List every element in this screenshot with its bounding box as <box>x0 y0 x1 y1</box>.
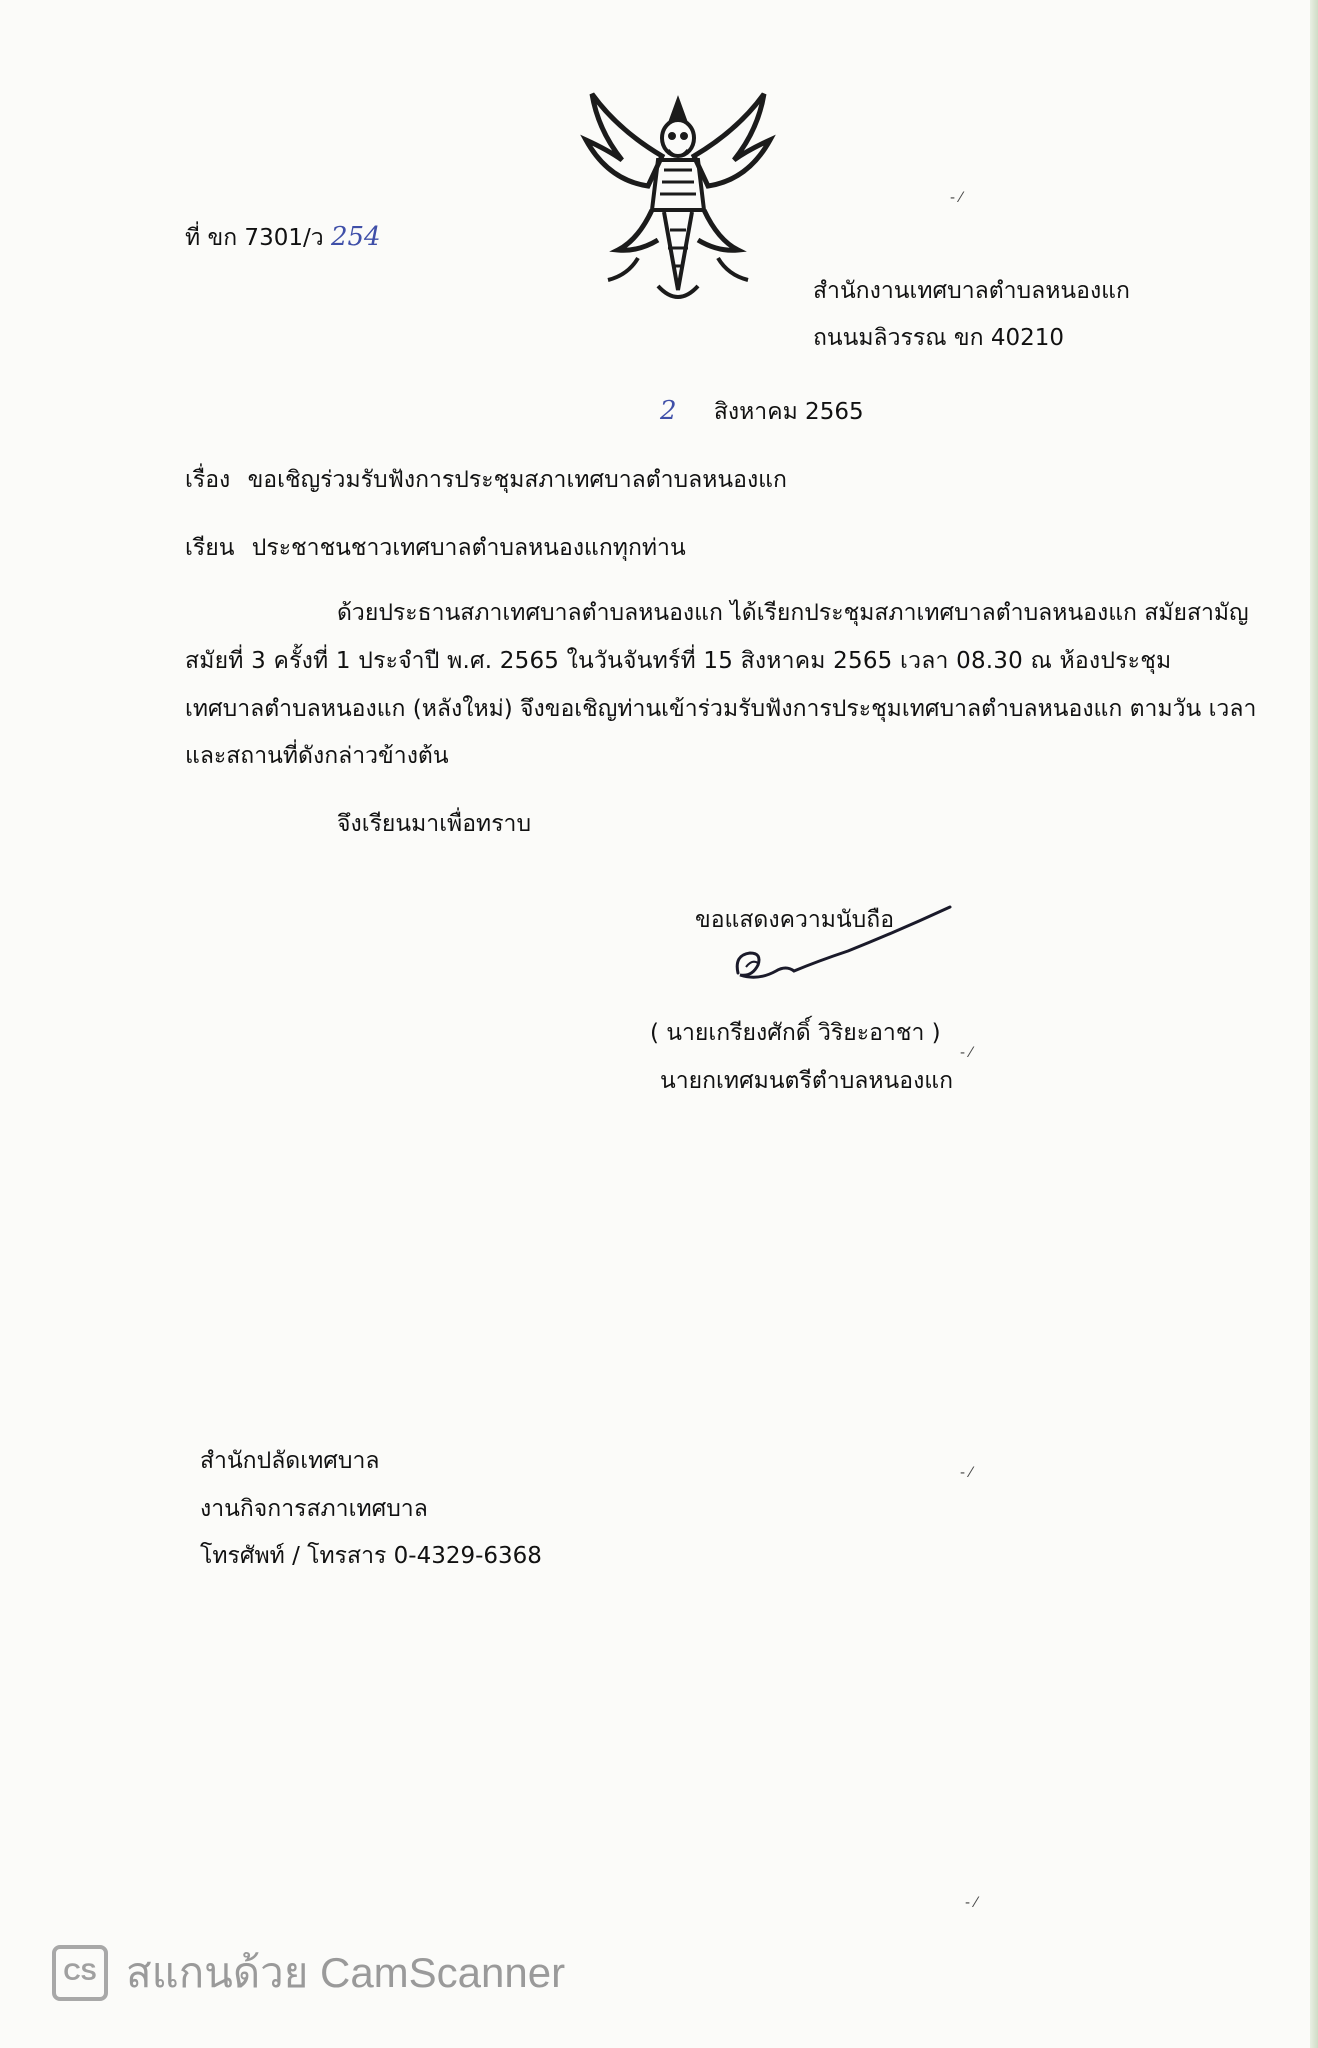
salutation: ขอแสดงความนับถือ <box>695 907 895 933</box>
recipient-line <box>185 533 686 563</box>
footer-phone: โทรศัพท์ / โทรสาร 0-4329-6368 <box>200 1543 542 1569</box>
scan-speck: - ⁄ <box>960 1465 972 1481</box>
signatory-name: ( นายเกรียงศักดิ์ วิริยะอาชา ) <box>650 1020 941 1046</box>
subject-line <box>185 465 787 495</box>
recipient-label: เรียน <box>185 535 235 561</box>
camscanner-watermark <box>52 1943 565 2003</box>
reference-number <box>185 222 381 253</box>
body-line-3: เทศบาลตำบลหนองแก (หลังใหม่) จึงขอเชิญท่านเข้าร่วมรับฟังการประชุมเทศบาลตำบลหนองแก ตามวัน เวลา <box>185 696 1257 722</box>
camscanner-logo-icon: CS <box>52 1945 108 2001</box>
office-name: สำนักงานเทศบาลตำบลหนองแก <box>813 278 1130 304</box>
office-address: ถนนมลิวรรณ ขก 40210 <box>813 325 1065 351</box>
letter-date <box>660 396 864 427</box>
body-line-2: สมัยที่ 3 ครั้งที่ 1 ประจำปี พ.ศ. 2565 ในวันจันทร์ที่ 15 สิงหาคม 2565 เวลา 08.30 ณ ห้องประชุม <box>185 648 1172 674</box>
subject-text: ขอเชิญร่วมรับฟังการประชุมสภาเทศบาลตำบลหนองแก <box>247 467 787 493</box>
camscanner-text: สแกนด้วย CamScanner <box>126 1949 566 1996</box>
signatory-position: นายกเทศมนตรีตำบลหนองแก <box>660 1068 954 1094</box>
recipient-text: ประชาชนชาวเทศบาลตำบลหนองแกทุกท่าน <box>251 535 686 561</box>
reference-prefix: ที่ ขก 7301/ว <box>185 225 324 251</box>
page-edge <box>1310 0 1318 2048</box>
date-day-handwritten: 2 <box>660 396 677 426</box>
reference-handwritten-number: 254 <box>330 222 381 252</box>
scan-speck: - ⁄ <box>965 1895 977 1911</box>
subject-label: เรื่อง <box>185 467 231 493</box>
handwritten-signature-icon <box>728 895 958 1005</box>
closing-line: จึงเรียนมาเพื่อทราบ <box>337 811 532 837</box>
footer-section: งานกิจการสภาเทศบาล <box>200 1496 428 1522</box>
date-month-year: สิงหาคม 2565 <box>713 399 864 425</box>
scan-speck: - ⁄ <box>950 190 962 206</box>
scan-speck: - ⁄ <box>960 1045 972 1061</box>
body-line-4: และสถานที่ดังกล่าวข้างต้น <box>185 743 449 769</box>
footer-department: สำนักปลัดเทศบาล <box>200 1448 380 1474</box>
garuda-emblem-icon <box>578 90 778 308</box>
body-line-1: ด้วยประธานสภาเทศบาลตำบลหนองแก ได้เรียกประชุมสภาเทศบาลตำบลหนองแก สมัยสามัญ <box>337 600 1249 626</box>
